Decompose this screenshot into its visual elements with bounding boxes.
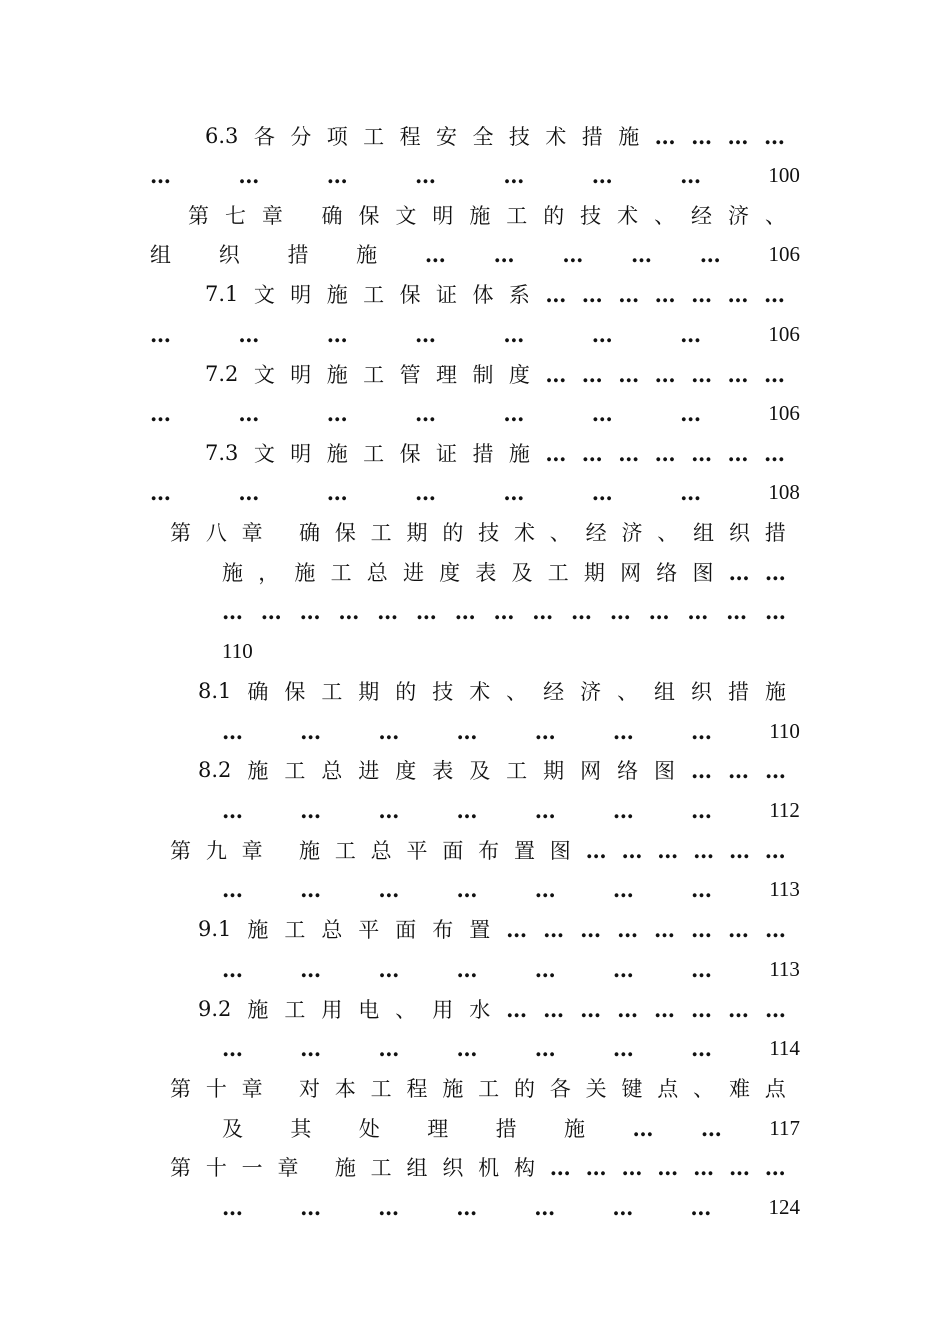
page-number: 117 [769, 1115, 800, 1140]
toc-entry-6-3-line2: … … … … … … … 100 [150, 162, 800, 188]
toc-entry-ch11-line2: … … … … … … … 124 [222, 1194, 800, 1220]
toc-entry-7-3-line1: 7.3 文 明 施 工 保 证 措 施 … … … … … … … [205, 440, 785, 466]
toc-entry-6-3-line1: 6.3 各 分 项 工 程 安 全 技 术 措 施 … … … … [205, 123, 785, 149]
toc-entry-7-1-line1: 7.1 文 明 施 工 保 证 体 系 … … … … … … … [205, 281, 785, 307]
page-number: 106 [768, 400, 800, 425]
page-number: 113 [769, 956, 800, 981]
toc-entry-8-1-line2: … … … … … … … 110 [222, 718, 800, 744]
toc-entry-ch7-line1: 第 七 章 确 保 文 明 施 工 的 技 术 、 经 济 、 [188, 204, 786, 228]
page-number: 110 [222, 638, 253, 663]
toc-entry-7-1-line2: … … … … … … … 106 [150, 321, 800, 347]
toc-entry-ch10-line2: 及 其 处 理 措 施 … … 117 [222, 1115, 800, 1141]
toc-entry-ch9-line1: 第 九 章 施 工 总 平 面 布 置 图 … … … … … … [170, 837, 786, 863]
toc-entry-ch10-line1: 第 十 章 对 本 工 程 施 工 的 各 关 键 点 、 难 点 [170, 1077, 786, 1101]
page-number: 106 [768, 241, 800, 266]
toc-entry-ch8-line3: … … … … … … … … … … … … … … … [222, 598, 786, 624]
toc-entry-8-1-line1: 8.1 确 保 工 期 的 技 术 、 经 济 、 组 织 措 施 [198, 679, 786, 704]
toc-entry-7-3-line2: … … … … … … … 108 [150, 479, 800, 505]
page-number: 124 [768, 1194, 800, 1219]
toc-entry-9-2-line2: … … … … … … … 114 [222, 1035, 800, 1061]
toc-entry-9-1-line2: … … … … … … … 113 [222, 956, 800, 982]
toc-entry-7-2-line2: … … … … … … … 106 [150, 400, 800, 426]
page-number: 110 [769, 718, 800, 743]
page-number: 113 [769, 876, 800, 901]
toc-entry-ch9-line2: … … … … … … … 113 [222, 876, 800, 902]
toc-entry-9-1-line1: 9.1 施 工 总 平 面 布 置 … … … … … … … … [198, 916, 786, 942]
page-number: 100 [768, 162, 800, 187]
page-number: 112 [769, 797, 800, 822]
toc-entry-ch8-page [222, 631, 302, 671]
page-number: 106 [768, 321, 800, 346]
toc-entry-ch11-line1: 第 十 一 章 施 工 组 织 机 构 … … … … … … … [170, 1154, 786, 1180]
page-number: 108 [768, 479, 800, 504]
toc-entry-ch7-line2: 组 织 措 施 … … … … … 106 [150, 241, 800, 267]
page-number: 114 [769, 1035, 800, 1060]
toc-entry-9-2-line1: 9.2 施 工 用 电 、 用 水 … … … … … … … … [198, 996, 786, 1022]
toc-entry-ch8-line1: 第 八 章 确 保 工 期 的 技 术 、 经 济 、 组 织 措 [170, 521, 786, 545]
toc-entry-7-2-line1: 7.2 文 明 施 工 管 理 制 度 … … … … … … … [205, 361, 785, 387]
toc-entry-8-2-line2: … … … … … … … 112 [222, 797, 800, 823]
toc-entry-8-2-line1: 8.2 施 工 总 进 度 表 及 工 期 网 络 图 … … … [198, 757, 786, 783]
toc-entry-ch8-line2: 施 ， 施 工 总 进 度 表 及 工 期 网 络 图 … … [222, 559, 786, 585]
